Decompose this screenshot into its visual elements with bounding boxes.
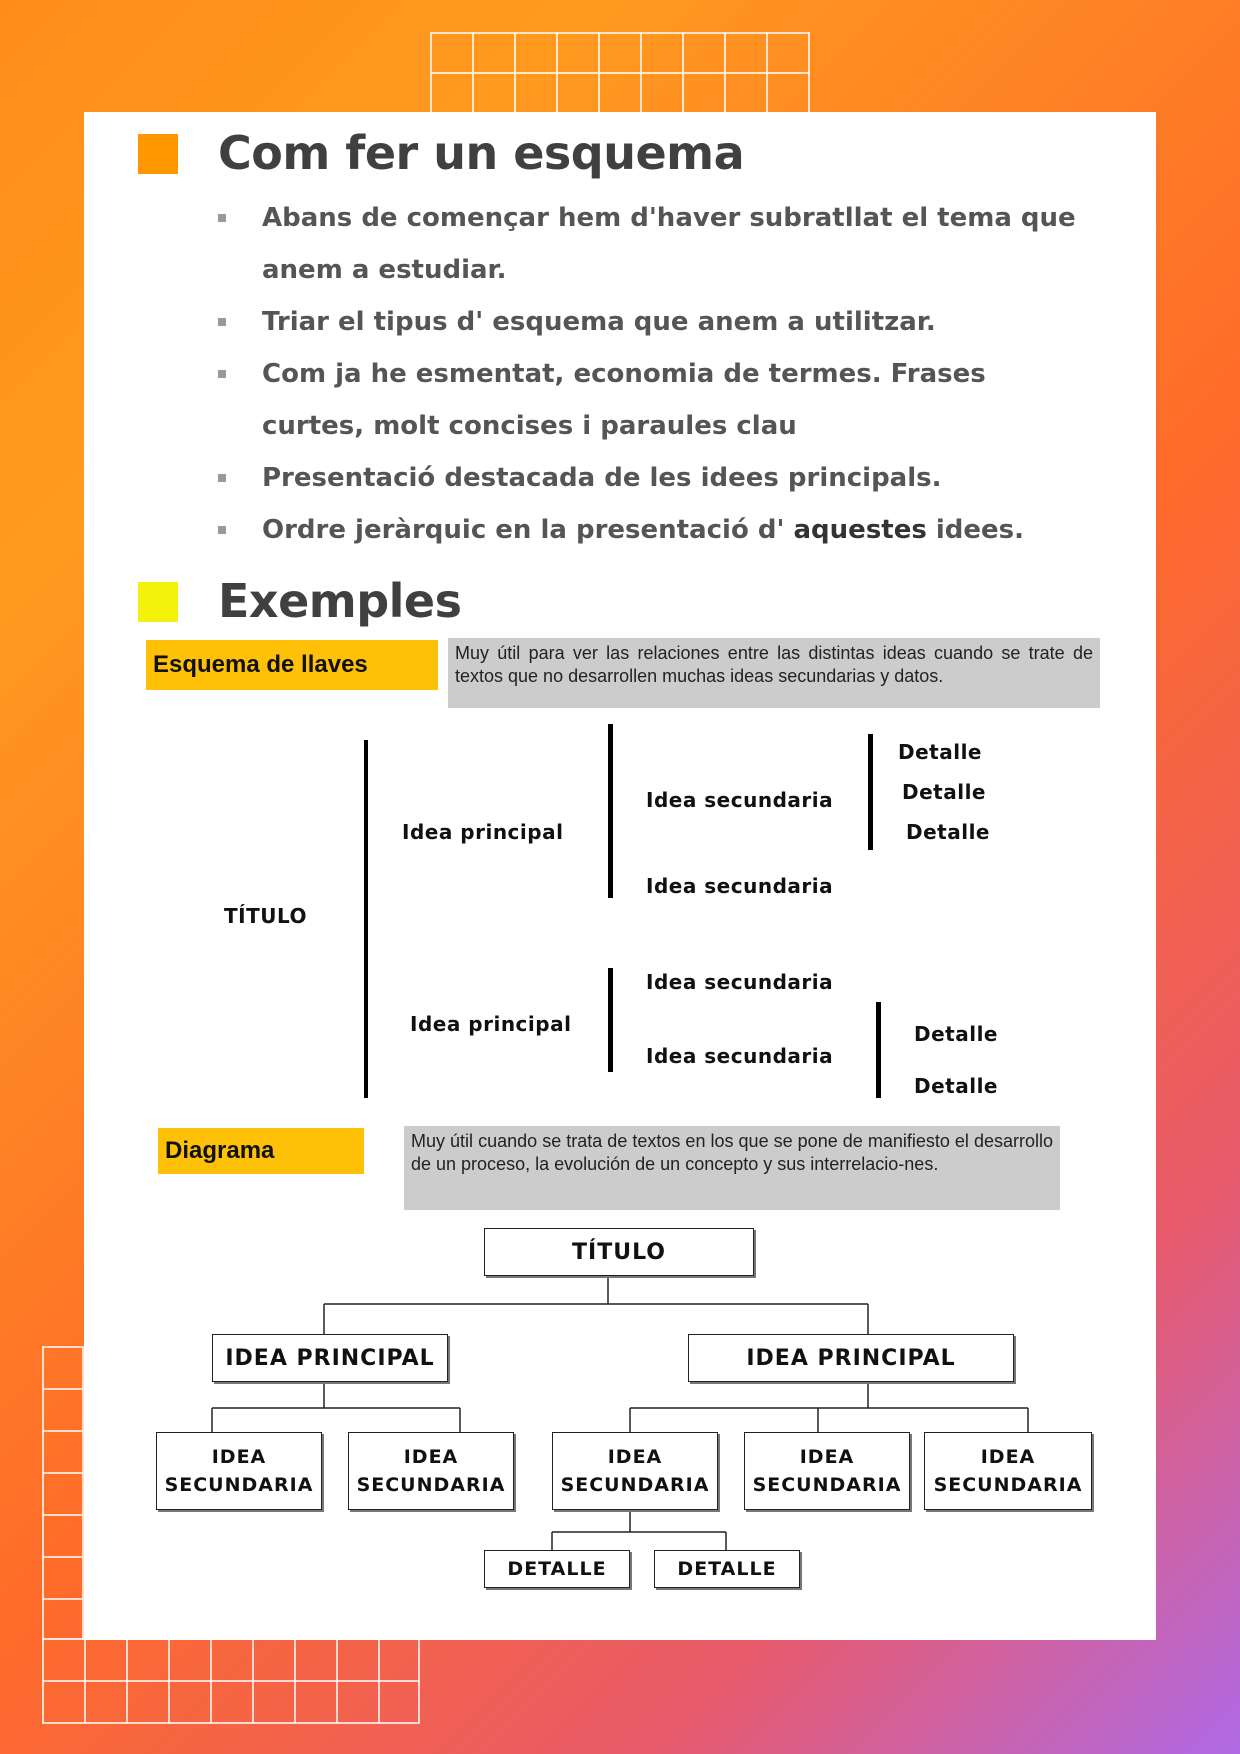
bullet-item: Presentació destacada de les idees principals.: [218, 452, 1078, 504]
diagram-idea-principal-right: IDEA PRINCIPAL: [688, 1334, 1014, 1382]
section-title-exemples: Exemples: [218, 574, 462, 628]
bullet-text: Ordre jeràrquic en la presentació d': [262, 515, 794, 545]
diagram-idea-secundaria: IDEA SECUNDARIA: [156, 1432, 322, 1510]
bullet-emphasis: aquestes: [793, 515, 927, 545]
llaves-idea-secundaria-4: Idea secundaria: [646, 1044, 834, 1068]
diagram-idea-secundaria: IDEA SECUNDARIA: [744, 1432, 910, 1510]
llaves-detalle-2: Detalle: [902, 780, 986, 804]
diagram-idea-secundaria: IDEA SECUNDARIA: [348, 1432, 514, 1510]
llaves-idea-secundaria-1: Idea secundaria: [646, 788, 834, 812]
decorative-grid-top: [430, 32, 810, 114]
llaves-detalle-5: Detalle: [914, 1074, 998, 1098]
diagram-titulo-box: TÍTULO: [484, 1228, 754, 1276]
diagram-connectors: [84, 112, 1156, 1640]
llaves-idea-principal-1: Idea principal: [402, 820, 564, 844]
diagram-idea-secundaria: IDEA SECUNDARIA: [924, 1432, 1092, 1510]
label-diagrama: Diagrama: [158, 1128, 364, 1174]
description-diagrama: Muy útil cuando se trata de textos en los que se pone de manifiesto el desarrollo de un proceso, la evolución de un concepto y sus interrelacio-nes.: [404, 1126, 1060, 1210]
document-page: [84, 112, 1156, 1640]
bullet-text: idees.: [926, 515, 1025, 545]
section-title-com-fer: Com fer un esquema: [218, 126, 745, 180]
diagram-idea-secundaria: IDEA SECUNDARIA: [552, 1432, 718, 1510]
bullet-item: Abans de començar hem d'haver subratllat el tema que anem a estudiar.: [218, 192, 1078, 296]
llaves-idea-secundaria-2: Idea secundaria: [646, 874, 834, 898]
llaves-titulo: TÍTULO: [224, 904, 307, 928]
bullet-item: Triar el tipus d' esquema que anem a utilitzar.: [218, 296, 1078, 348]
llaves-detalle-4: Detalle: [914, 1022, 998, 1046]
llaves-idea-principal-2: Idea principal: [410, 1012, 572, 1036]
llaves-detalle-3: Detalle: [906, 820, 990, 844]
diagram-idea-principal-left: IDEA PRINCIPAL: [212, 1334, 448, 1382]
bullet-item: Com ja he esmentat, economia de termes. Frases curtes, molt concises i paraules clau: [218, 348, 1078, 452]
llaves-idea-secundaria-3: Idea secundaria: [646, 970, 834, 994]
label-esquema-llaves: Esquema de llaves: [146, 640, 438, 690]
diagram-detalle-box: DETALLE: [484, 1550, 630, 1588]
description-llaves: Muy útil para ver las relaciones entre las distintas ideas cuando se trate de textos que no desarrollen muchas ideas secundarias y datos.: [448, 638, 1100, 708]
llaves-detalle-1: Detalle: [898, 740, 982, 764]
diagram-detalle-box: DETALLE: [654, 1550, 800, 1588]
